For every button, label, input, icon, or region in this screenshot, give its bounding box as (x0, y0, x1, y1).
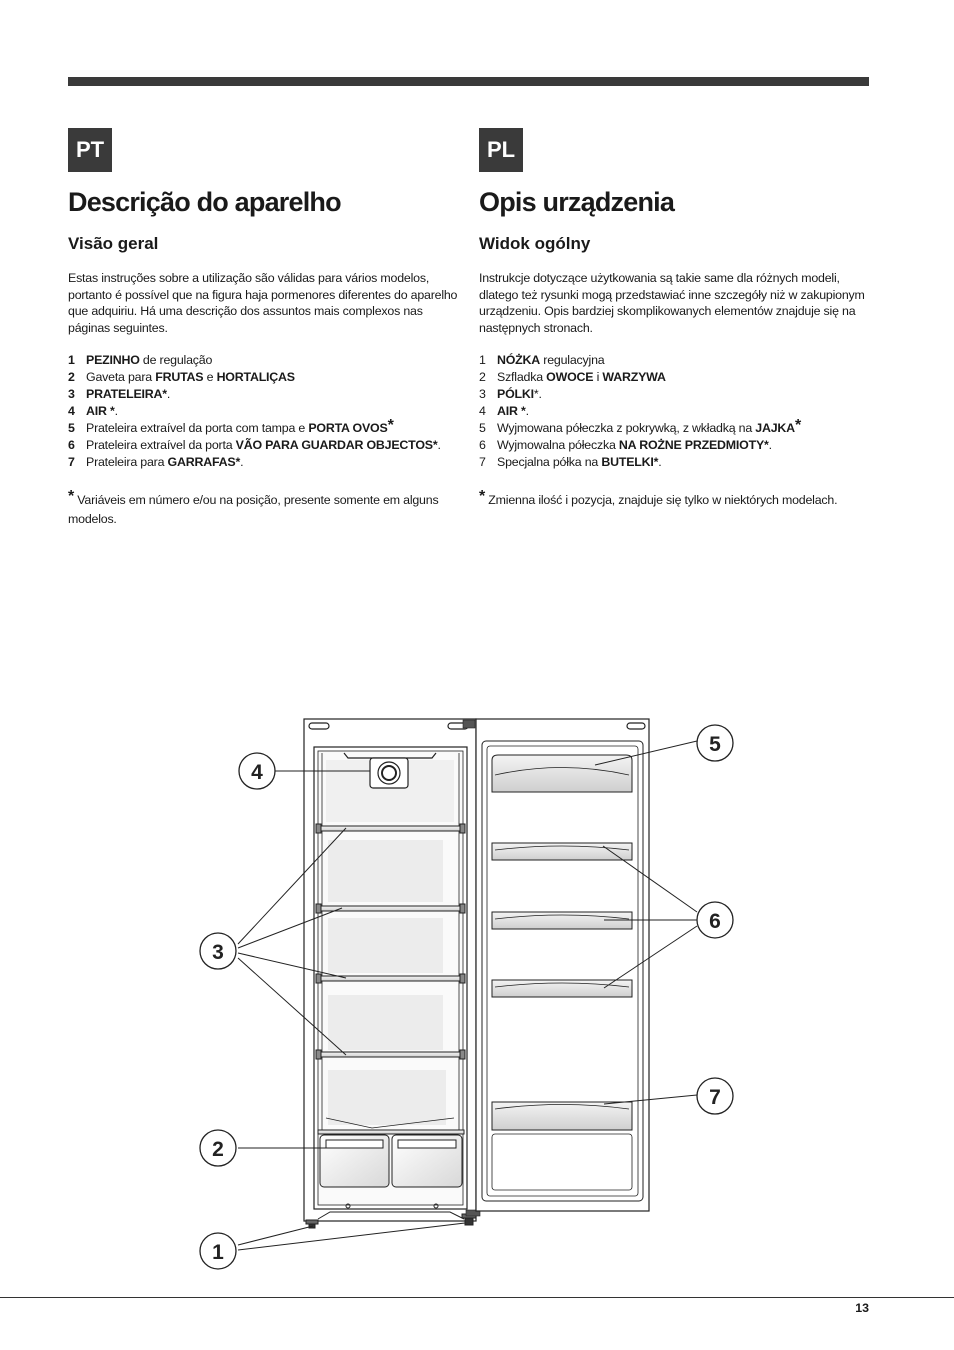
title-pl: Opis urządzenia (479, 187, 675, 217)
subtitle-pl: Widok ogólny (479, 234, 591, 253)
footnote-pt: * Variáveis em número e/ou na posição, presente somente em alguns modelos. (68, 488, 439, 526)
svg-text:3: 3 (212, 941, 224, 964)
svg-text:2: 2 (212, 1138, 224, 1161)
parts-list-pl (479, 352, 871, 471)
svg-text:7: 7 (709, 1086, 721, 1109)
callout-7 (697, 1078, 733, 1114)
language-badge-pl: PL (479, 128, 523, 172)
column-pl (479, 128, 871, 510)
list-item: 5 Wyjmowana półeczka z pokrywką, z wkładką na JAJKA* (479, 417, 801, 435)
svg-text:4: 4 (251, 761, 263, 784)
svg-text:5: 5 (709, 733, 721, 756)
callout-5 (697, 725, 733, 761)
asterisk-icon: * (479, 488, 486, 505)
callout-6 (697, 902, 733, 938)
list-item: 3 PRATELEIRA*. (68, 387, 171, 401)
callout-3 (200, 933, 236, 969)
svg-text:1: 1 (212, 1241, 224, 1264)
air-fan-icon (370, 758, 408, 788)
list-item: 5 Prateleira extraível da porta com tampa e PORTA OVOS* (68, 417, 394, 435)
intro-pt: Estas instruções sobre a utilização são válidas para vários modelos, portanto é possível que na figura haja pormenores diferentes do aparelho que adquiriu. Há uma descrição dos assuntos mais complexos nas páginas seguintes. (68, 271, 458, 335)
list-item: 2 Gaveta para FRUTAS e HORTALIÇAS (68, 370, 295, 384)
page-number: 13 (855, 1301, 869, 1315)
callout-1 (200, 1233, 236, 1269)
intro-pl: Instrukcje dotyczące użytkowania są takie same dla różnych modeli, dlatego też rysunki mogą przedstawiać inne szczegóły niż w zakupionym urządzeniu. Opis bardziej skomplikowanych elementów znajduje się na następnych stronach. (479, 271, 865, 335)
list-item: 6 Wyjmowalna półeczka NA ROŻNE PRZEDMIOTY*. (479, 438, 772, 452)
subtitle-pt: Visão geral (68, 234, 159, 253)
list-item: 7 Specjalna półka na BUTELKI*. (479, 455, 662, 469)
list-item: 7 Prateleira para GARRAFAS*. (68, 455, 244, 469)
callout-2 (200, 1130, 236, 1166)
svg-text:6: 6 (709, 910, 721, 933)
parts-list-pt (68, 352, 460, 471)
header-rule (68, 77, 869, 86)
list-item: 1 PEZINHO de regulação (68, 353, 213, 367)
title-pt: Descrição do aparelho (68, 187, 341, 217)
asterisk-icon: * (68, 488, 75, 505)
column-pt (68, 128, 460, 529)
footnote-pl: * Zmienna ilość i pozycja, znajduje się tylko w niektórych modelach. (479, 488, 838, 507)
footer-rule (0, 1297, 954, 1298)
list-item: 1 NÓŻKA regulacyjna (479, 353, 605, 367)
list-item: 6 Prateleira extraível da porta VÃO PARA GUARDAR OBJECTOS*. (68, 438, 441, 452)
appliance-diagram (195, 700, 755, 1280)
callout-4 (239, 753, 275, 789)
list-item: 3 PÓLKI*. (479, 387, 542, 401)
list-item: 4 AIR *. (479, 404, 529, 418)
language-badge-pt: PT (68, 128, 112, 172)
list-item: 4 AIR *. (68, 404, 118, 418)
list-item: 2 Szfladka OWOCE i WARZYWA (479, 370, 666, 384)
